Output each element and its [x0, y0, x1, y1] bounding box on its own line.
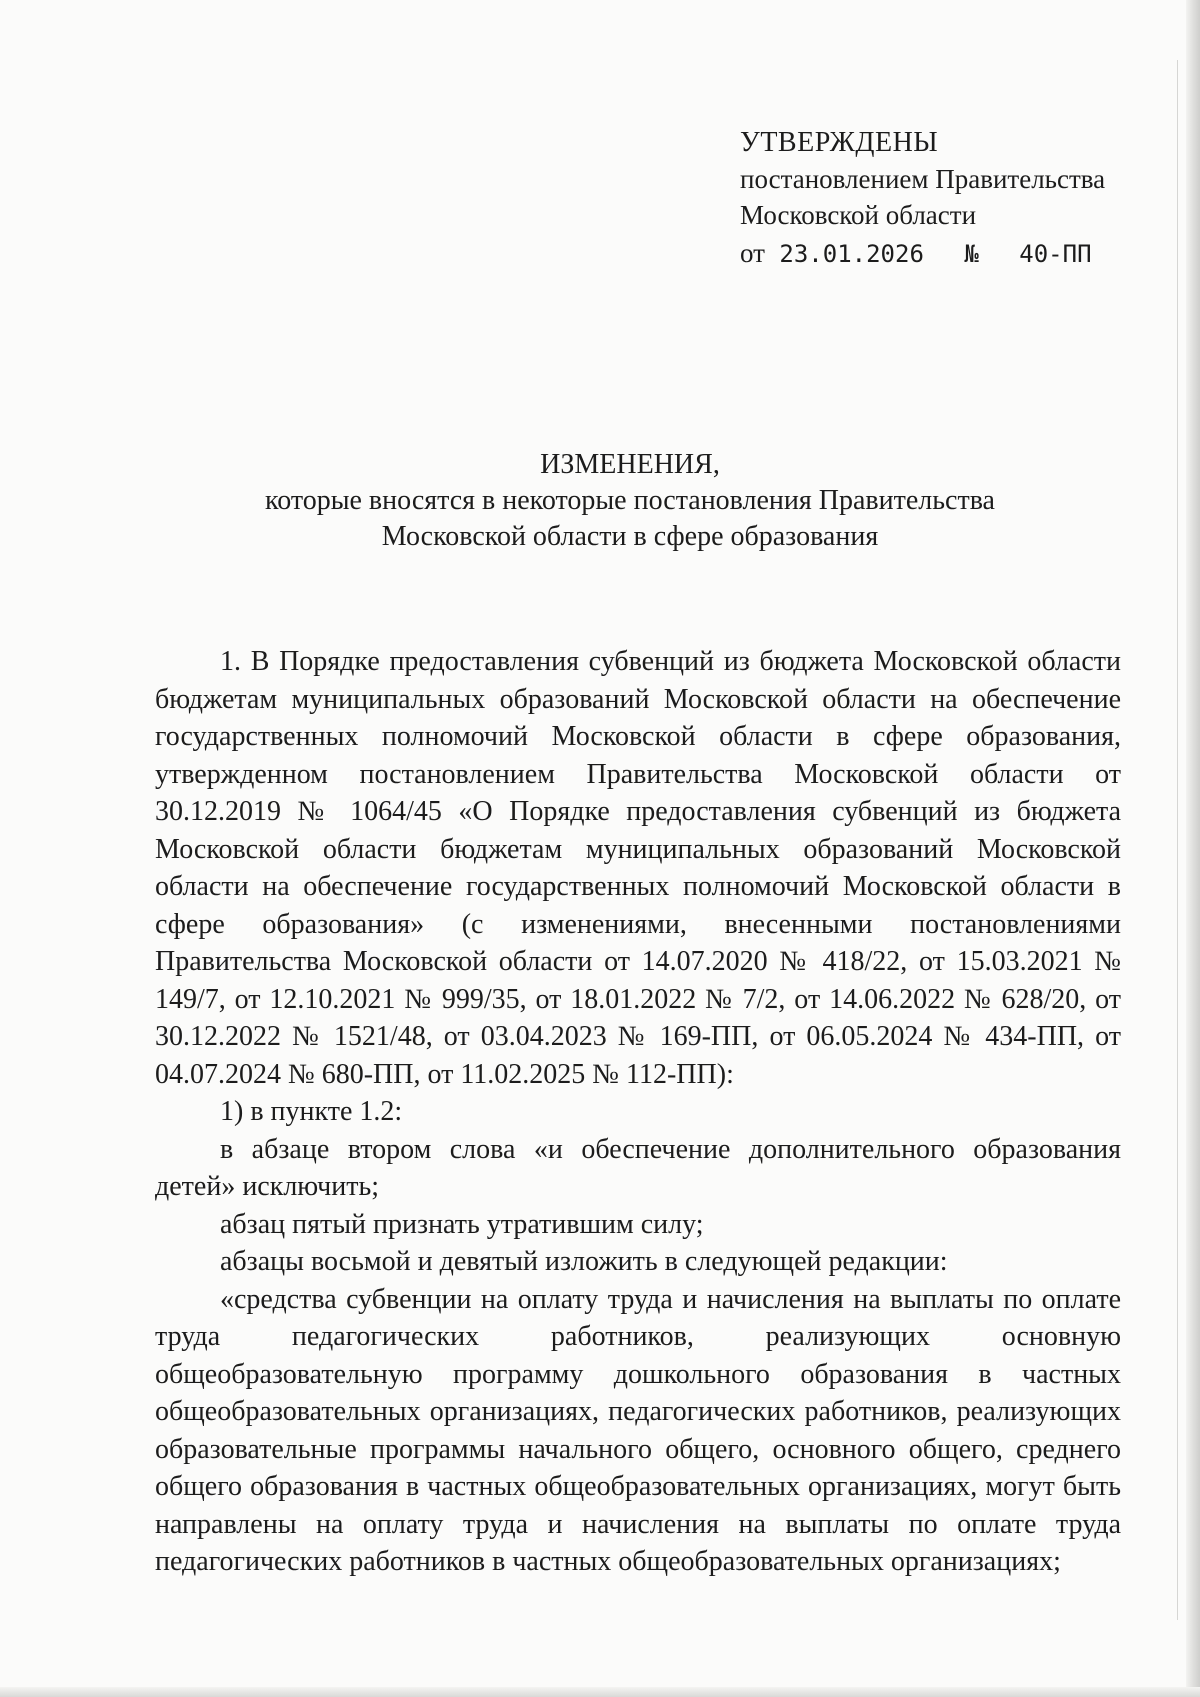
- date-prefix: от: [740, 238, 765, 268]
- paragraph-6: «средства субвенции на оплату труда и начисления на выплаты по оплате труда педагогических работников, реализующих основную общеобразовательную программу дошкольного образования в частных общеобразовательных организациях, педагогических работников, реализующих образовательные программы начального общего, основного общего, среднего общего образования в частных общеобразовательных организациях, могут быть направлены на оплату труда и начисления на выплаты по оплате труда педагогических работников в частных общеобразовательных организациях;: [155, 1283, 1121, 1577]
- paragraph-3: в абзаце втором слова «и обеспечение дополнительного образования детей» исключить;: [155, 1133, 1121, 1202]
- scan-edge-bottom: [0, 1687, 1200, 1697]
- heading-title: ИЗМЕНЕНИЯ,: [540, 449, 720, 480]
- heading-subtitle-line-1: которые вносятся в некоторые постановления Правительства: [265, 485, 995, 516]
- approval-line-2: Московской области: [740, 200, 977, 230]
- document-body: [155, 643, 1121, 1581]
- approval-line-1: постановлением Правительства: [740, 164, 1106, 194]
- approval-block: [740, 125, 1105, 272]
- heading-subtitle-line-2: Московской области в сфере образования: [381, 521, 879, 552]
- scan-edge-right: [1186, 0, 1200, 1697]
- paragraph-2: 1) в пункте 1.2:: [220, 1096, 403, 1127]
- scan-line-right: [1177, 60, 1178, 1620]
- number-sign: №: [964, 240, 979, 268]
- approval-title: УТВЕРЖДЕНЫ: [740, 127, 939, 158]
- approval-date-line: [740, 235, 1105, 272]
- paragraph-4: абзац пятый признать утратившим силу;: [220, 1208, 704, 1240]
- document-heading: [0, 447, 1200, 555]
- approval-number: 40-ПП: [1019, 240, 1092, 268]
- approval-date: 23.01.2026: [779, 240, 924, 268]
- paragraph-1: 1. В Порядке предоставления субвенций из бюджета Московской области бюджетам муниципальных образований Московской области на обеспечение государственных полномочий Московской области в сфере образования, утвержденном постановлением Правительства Московской области от 30.12.2019 № 1064/45 «О Порядке предоставления субвенций из бюджета Московской области бюджетам муниципальных образований Московской области на обеспечение государственных полномочий Московской области в сфере образования» (с изменениями, внесенными постановлениями Правительства Московской области от 14.07.2020 № 418/22, от 15.03.2021 № 149/7, от 12.10.2021 № 999/35, от 18.01.2022 № 7/2, от 14.06.2022 № 628/20, от 30.12.2022 № 1521/48, от 03.04.2023 № 169-ПП, от 06.05.2024 № 434-ПП, от 04.07.2024 № 680-ПП, от 11.02.2025 № 112-ПП):: [155, 646, 1121, 1090]
- paragraph-5: абзацы восьмой и девятый изложить в следующей редакции:: [220, 1246, 948, 1277]
